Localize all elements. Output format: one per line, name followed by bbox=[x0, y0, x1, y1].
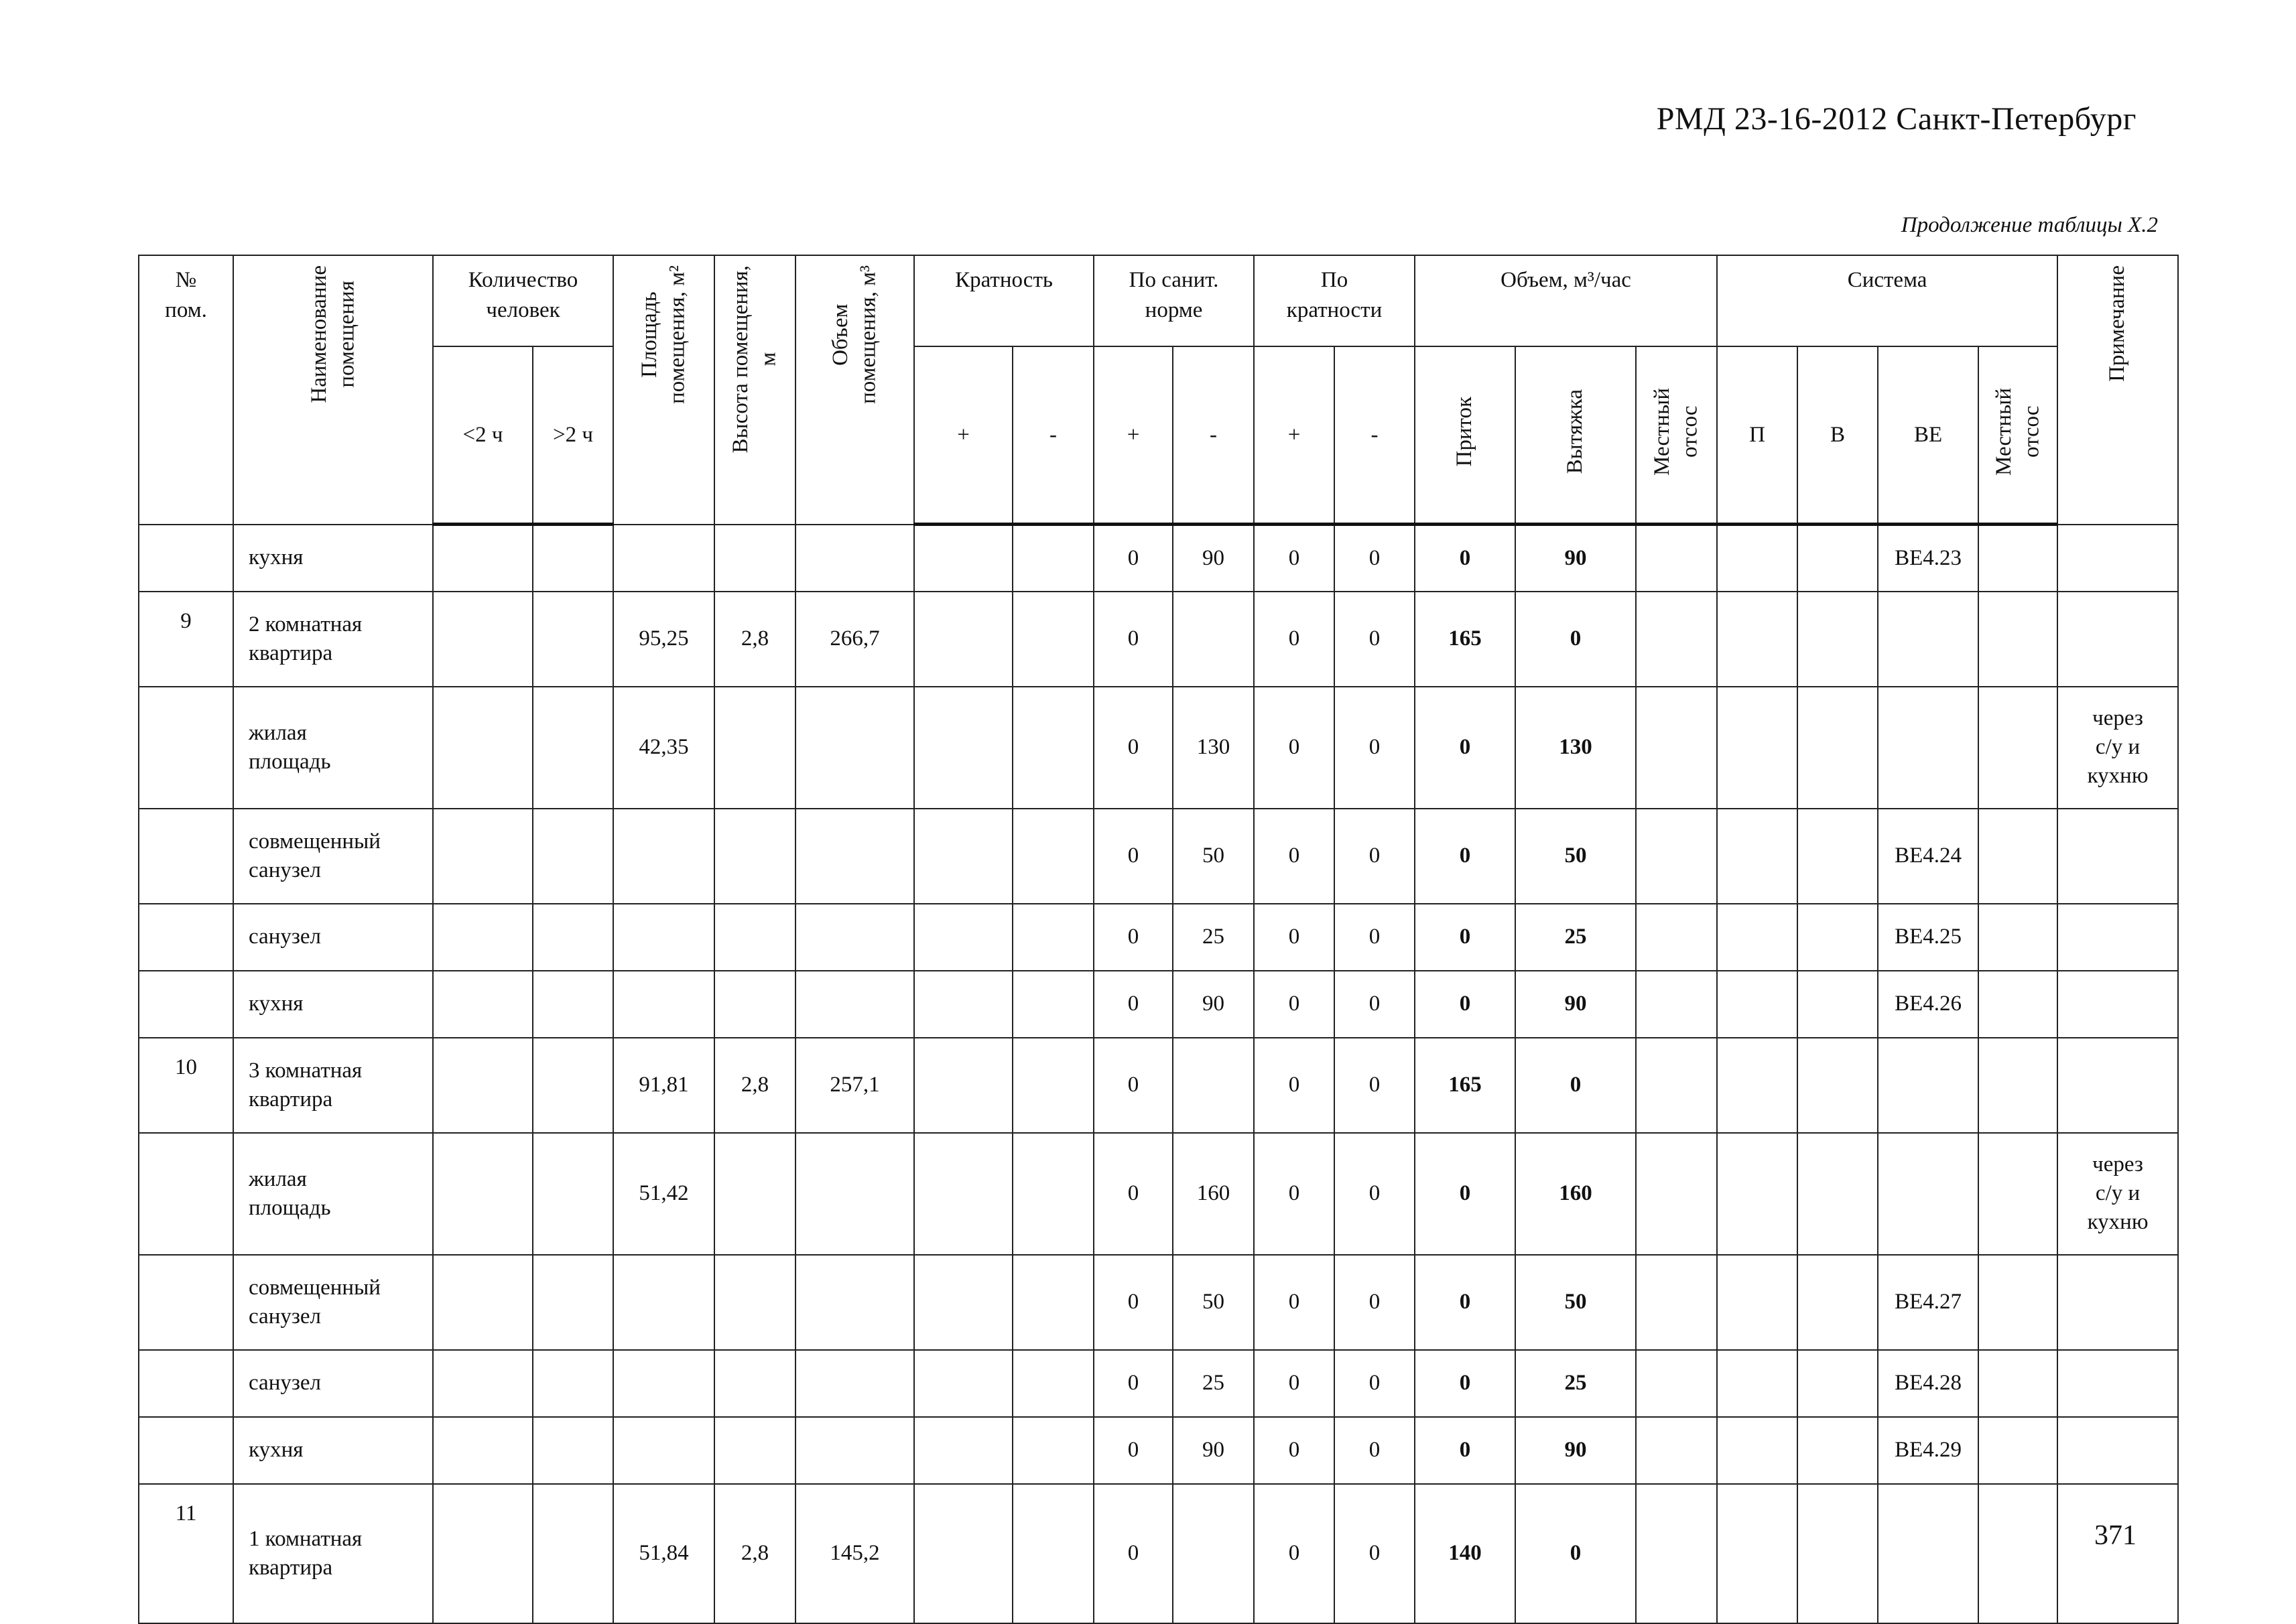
cell-sys-v bbox=[1797, 1038, 1878, 1133]
cell-people-gt2 bbox=[533, 809, 613, 904]
col-header-exhaust: Вытяжка bbox=[1515, 346, 1636, 525]
cell-people-lt2 bbox=[433, 1133, 533, 1255]
cell-sys-local bbox=[1978, 1255, 2057, 1350]
cell-mult-minus bbox=[1013, 1484, 1094, 1623]
cell-people-lt2 bbox=[433, 1484, 533, 1623]
cell-supply: 165 bbox=[1415, 1038, 1515, 1133]
col-header-supply: Приток bbox=[1415, 346, 1515, 525]
cell-sys-ve: ВЕ4.26 bbox=[1878, 971, 1978, 1038]
col-header-flow: Объем, м³/час bbox=[1415, 255, 1717, 346]
header-row-1 bbox=[139, 255, 2178, 346]
table-row bbox=[139, 1484, 2178, 1623]
cell-people-gt2 bbox=[533, 1350, 613, 1417]
col-header-system: Система bbox=[1717, 255, 2057, 346]
cell-mult-minus bbox=[1013, 1350, 1094, 1417]
cell-sys-p bbox=[1717, 971, 1797, 1038]
cell-sys-local bbox=[1978, 687, 2057, 809]
cell-sys-ve: ВЕ4.23 bbox=[1878, 525, 1978, 592]
cell-num bbox=[139, 525, 233, 592]
cell-people-lt2 bbox=[433, 1350, 533, 1417]
cell-sys-v bbox=[1797, 1484, 1878, 1623]
cell-sys-local bbox=[1978, 592, 2057, 687]
cell-area bbox=[613, 971, 714, 1038]
cell-people-gt2 bbox=[533, 1133, 613, 1255]
cell-sys-p bbox=[1717, 1350, 1797, 1417]
cell-people-gt2 bbox=[533, 1255, 613, 1350]
cell-mult-plus bbox=[914, 1133, 1013, 1255]
cell-bymult-plus: 0 bbox=[1254, 809, 1334, 904]
cell-local-exhaust bbox=[1636, 1038, 1717, 1133]
cell-sys-p bbox=[1717, 1484, 1797, 1623]
cell-sys-ve: ВЕ4.28 bbox=[1878, 1350, 1978, 1417]
cell-num bbox=[139, 971, 233, 1038]
cell-height bbox=[714, 971, 795, 1038]
cell-num bbox=[139, 1350, 233, 1417]
cell-supply: 0 bbox=[1415, 525, 1515, 592]
cell-volume bbox=[795, 971, 914, 1038]
cell-mult-plus bbox=[914, 904, 1013, 971]
cell-supply: 0 bbox=[1415, 1255, 1515, 1350]
cell-local-exhaust bbox=[1636, 809, 1717, 904]
cell-mult-minus bbox=[1013, 1038, 1094, 1133]
cell-sys-v bbox=[1797, 525, 1878, 592]
cell-height: 2,8 bbox=[714, 1484, 795, 1623]
cell-bymult-plus: 0 bbox=[1254, 904, 1334, 971]
cell-volume bbox=[795, 1255, 914, 1350]
cell-sys-ve: ВЕ4.27 bbox=[1878, 1255, 1978, 1350]
cell-bymult-minus: 0 bbox=[1334, 1350, 1415, 1417]
header-row-2 bbox=[139, 346, 2178, 525]
cell-bymult-plus: 0 bbox=[1254, 1484, 1334, 1623]
cell-sys-v bbox=[1797, 971, 1878, 1038]
cell-sys-p bbox=[1717, 592, 1797, 687]
cell-sys-v bbox=[1797, 1133, 1878, 1255]
cell-volume bbox=[795, 687, 914, 809]
cell-bymult-minus: 0 bbox=[1334, 809, 1415, 904]
cell-sys-v bbox=[1797, 1255, 1878, 1350]
cell-height bbox=[714, 525, 795, 592]
cell-area: 91,81 bbox=[613, 1038, 714, 1133]
cell-exhaust: 25 bbox=[1515, 1350, 1636, 1417]
cell-sys-p bbox=[1717, 1417, 1797, 1484]
cell-bymult-minus: 0 bbox=[1334, 1484, 1415, 1623]
cell-exhaust: 25 bbox=[1515, 904, 1636, 971]
cell-num: 11 bbox=[139, 1484, 233, 1623]
cell-bymult-minus: 0 bbox=[1334, 1038, 1415, 1133]
cell-supply: 140 bbox=[1415, 1484, 1515, 1623]
page-number: 371 bbox=[2094, 1520, 2136, 1551]
cell-note bbox=[2057, 525, 2178, 592]
cell-num: 10 bbox=[139, 1038, 233, 1133]
cell-bymult-minus: 0 bbox=[1334, 1133, 1415, 1255]
cell-sanit-plus: 0 bbox=[1094, 525, 1173, 592]
cell-name: 1 комнатная квартира bbox=[233, 1484, 433, 1623]
col-header-sys-ve: ВЕ bbox=[1878, 346, 1978, 525]
cell-supply: 0 bbox=[1415, 1350, 1515, 1417]
cell-local-exhaust bbox=[1636, 1350, 1717, 1417]
cell-mult-plus bbox=[914, 1038, 1013, 1133]
cell-people-lt2 bbox=[433, 1038, 533, 1133]
cell-local-exhaust bbox=[1636, 1255, 1717, 1350]
col-header-by-mult: По кратности bbox=[1254, 255, 1415, 346]
cell-exhaust: 50 bbox=[1515, 809, 1636, 904]
cell-mult-minus bbox=[1013, 809, 1094, 904]
cell-people-gt2 bbox=[533, 525, 613, 592]
cell-sys-local bbox=[1978, 1484, 2057, 1623]
cell-sanit-minus: 50 bbox=[1173, 809, 1254, 904]
cell-note: через с/у и кухню bbox=[2057, 1133, 2178, 1255]
table-row bbox=[139, 1255, 2178, 1350]
col-header-multiplicity: Кратность bbox=[914, 255, 1094, 346]
cell-people-gt2 bbox=[533, 1484, 613, 1623]
cell-area bbox=[613, 904, 714, 971]
cell-mult-minus bbox=[1013, 687, 1094, 809]
table-row bbox=[139, 1350, 2178, 1417]
col-header-mult-plus: + bbox=[914, 346, 1013, 525]
cell-bymult-minus: 0 bbox=[1334, 971, 1415, 1038]
cell-local-exhaust bbox=[1636, 971, 1717, 1038]
cell-sys-p bbox=[1717, 1133, 1797, 1255]
cell-mult-plus bbox=[914, 1350, 1013, 1417]
col-header-by-sanit: По санит. норме bbox=[1094, 255, 1254, 346]
col-header-mult-minus: - bbox=[1013, 346, 1094, 525]
cell-note bbox=[2057, 1350, 2178, 1417]
cell-bymult-plus: 0 bbox=[1254, 592, 1334, 687]
cell-sanit-minus: 90 bbox=[1173, 971, 1254, 1038]
cell-sanit-minus: 90 bbox=[1173, 525, 1254, 592]
table-row bbox=[139, 809, 2178, 904]
col-header-volume: Объем помещения, м³ bbox=[795, 255, 914, 525]
cell-num bbox=[139, 904, 233, 971]
cell-sys-p bbox=[1717, 1255, 1797, 1350]
col-header-people: Количество человек bbox=[433, 255, 613, 346]
cell-sys-local bbox=[1978, 525, 2057, 592]
cell-volume bbox=[795, 1133, 914, 1255]
col-header-area: Площадь помещения, м² bbox=[613, 255, 714, 525]
cell-name: 2 комнатная квартира bbox=[233, 592, 433, 687]
cell-name: совмещенный санузел bbox=[233, 1255, 433, 1350]
cell-height bbox=[714, 1255, 795, 1350]
cell-exhaust: 50 bbox=[1515, 1255, 1636, 1350]
cell-sys-local bbox=[1978, 904, 2057, 971]
col-header-height: Высота помещения, м bbox=[714, 255, 795, 525]
cell-sys-ve bbox=[1878, 592, 1978, 687]
cell-bymult-minus: 0 bbox=[1334, 687, 1415, 809]
cell-sanit-plus: 0 bbox=[1094, 687, 1173, 809]
cell-sys-p bbox=[1717, 809, 1797, 904]
cell-local-exhaust bbox=[1636, 687, 1717, 809]
cell-mult-minus bbox=[1013, 971, 1094, 1038]
cell-area: 51,84 bbox=[613, 1484, 714, 1623]
col-header-sys-p: П bbox=[1717, 346, 1797, 525]
cell-bymult-plus: 0 bbox=[1254, 1133, 1334, 1255]
cell-sanit-minus: 25 bbox=[1173, 904, 1254, 971]
cell-mult-plus bbox=[914, 1484, 1013, 1623]
cell-area bbox=[613, 809, 714, 904]
cell-name: кухня bbox=[233, 971, 433, 1038]
cell-exhaust: 90 bbox=[1515, 971, 1636, 1038]
cell-sys-p bbox=[1717, 687, 1797, 809]
cell-mult-minus bbox=[1013, 1133, 1094, 1255]
cell-name: жилая площадь bbox=[233, 687, 433, 809]
cell-people-lt2 bbox=[433, 1417, 533, 1484]
cell-sanit-minus: 25 bbox=[1173, 1350, 1254, 1417]
cell-note bbox=[2057, 971, 2178, 1038]
cell-name: жилая площадь bbox=[233, 1133, 433, 1255]
cell-sys-local bbox=[1978, 809, 2057, 904]
cell-local-exhaust bbox=[1636, 525, 1717, 592]
col-header-bymult-plus: + bbox=[1254, 346, 1334, 525]
cell-local-exhaust bbox=[1636, 1133, 1717, 1255]
cell-bymult-plus: 0 bbox=[1254, 1038, 1334, 1133]
cell-people-lt2 bbox=[433, 809, 533, 904]
cell-sanit-minus bbox=[1173, 1038, 1254, 1133]
col-header-bymult-minus: - bbox=[1334, 346, 1415, 525]
cell-exhaust: 90 bbox=[1515, 1417, 1636, 1484]
cell-height bbox=[714, 1350, 795, 1417]
cell-people-gt2 bbox=[533, 971, 613, 1038]
col-header-local-exhaust: Местный отсос bbox=[1636, 346, 1717, 525]
cell-area bbox=[613, 1417, 714, 1484]
table-row bbox=[139, 525, 2178, 592]
cell-bymult-minus: 0 bbox=[1334, 1417, 1415, 1484]
col-header-note: Примечание bbox=[2057, 255, 2178, 525]
cell-volume: 145,2 bbox=[795, 1484, 914, 1623]
table-continuation-caption: Продолжение таблицы Х.2 bbox=[1901, 213, 2158, 237]
cell-mult-minus bbox=[1013, 1417, 1094, 1484]
cell-note bbox=[2057, 1255, 2178, 1350]
cell-area: 51,42 bbox=[613, 1133, 714, 1255]
col-header-sanit-minus: - bbox=[1173, 346, 1254, 525]
cell-people-lt2 bbox=[433, 971, 533, 1038]
col-header-people-gt2: >2 ч bbox=[533, 346, 613, 525]
cell-sys-local bbox=[1978, 971, 2057, 1038]
cell-sanit-minus: 90 bbox=[1173, 1417, 1254, 1484]
cell-volume: 257,1 bbox=[795, 1038, 914, 1133]
cell-note bbox=[2057, 1417, 2178, 1484]
col-header-sys-v: В bbox=[1797, 346, 1878, 525]
cell-sys-ve bbox=[1878, 1484, 1978, 1623]
cell-bymult-plus: 0 bbox=[1254, 1350, 1334, 1417]
cell-height bbox=[714, 1133, 795, 1255]
cell-height bbox=[714, 687, 795, 809]
cell-exhaust: 0 bbox=[1515, 1038, 1636, 1133]
cell-name: совмещенный санузел bbox=[233, 809, 433, 904]
cell-people-gt2 bbox=[533, 687, 613, 809]
cell-area: 95,25 bbox=[613, 592, 714, 687]
cell-volume bbox=[795, 809, 914, 904]
cell-local-exhaust bbox=[1636, 592, 1717, 687]
cell-people-lt2 bbox=[433, 687, 533, 809]
cell-name: кухня bbox=[233, 525, 433, 592]
cell-supply: 165 bbox=[1415, 592, 1515, 687]
table-row bbox=[139, 971, 2178, 1038]
cell-sanit-plus: 0 bbox=[1094, 1417, 1173, 1484]
cell-name: кухня bbox=[233, 1417, 433, 1484]
cell-volume bbox=[795, 1350, 914, 1417]
cell-sys-p bbox=[1717, 904, 1797, 971]
cell-mult-plus bbox=[914, 687, 1013, 809]
cell-num bbox=[139, 809, 233, 904]
cell-supply: 0 bbox=[1415, 1417, 1515, 1484]
table-row bbox=[139, 1038, 2178, 1133]
cell-volume bbox=[795, 1417, 914, 1484]
cell-area bbox=[613, 1255, 714, 1350]
cell-mult-plus bbox=[914, 1417, 1013, 1484]
cell-bymult-minus: 0 bbox=[1334, 592, 1415, 687]
cell-exhaust: 160 bbox=[1515, 1133, 1636, 1255]
cell-mult-plus bbox=[914, 971, 1013, 1038]
col-header-people-lt2: <2 ч bbox=[433, 346, 533, 525]
cell-sanit-minus: 50 bbox=[1173, 1255, 1254, 1350]
cell-volume: 266,7 bbox=[795, 592, 914, 687]
cell-bymult-minus: 0 bbox=[1334, 525, 1415, 592]
cell-height bbox=[714, 904, 795, 971]
cell-bymult-plus: 0 bbox=[1254, 971, 1334, 1038]
cell-mult-plus bbox=[914, 592, 1013, 687]
cell-sys-ve bbox=[1878, 687, 1978, 809]
cell-people-gt2 bbox=[533, 592, 613, 687]
cell-supply: 0 bbox=[1415, 904, 1515, 971]
cell-supply: 0 bbox=[1415, 809, 1515, 904]
cell-bymult-minus: 0 bbox=[1334, 904, 1415, 971]
cell-volume bbox=[795, 525, 914, 592]
col-header-sanit-plus: + bbox=[1094, 346, 1173, 525]
cell-bymult-plus: 0 bbox=[1254, 687, 1334, 809]
cell-sys-local bbox=[1978, 1417, 2057, 1484]
cell-area bbox=[613, 525, 714, 592]
cell-sanit-minus bbox=[1173, 592, 1254, 687]
cell-people-lt2 bbox=[433, 904, 533, 971]
cell-sanit-plus: 0 bbox=[1094, 809, 1173, 904]
document-code: РМД 23-16-2012 Санкт-Петербург bbox=[1656, 101, 2136, 137]
cell-height: 2,8 bbox=[714, 1038, 795, 1133]
cell-bymult-minus: 0 bbox=[1334, 1255, 1415, 1350]
cell-sanit-plus: 0 bbox=[1094, 971, 1173, 1038]
cell-note bbox=[2057, 592, 2178, 687]
cell-people-gt2 bbox=[533, 904, 613, 971]
cell-note bbox=[2057, 1484, 2178, 1623]
col-header-num: № пом. bbox=[139, 255, 233, 525]
cell-sys-v bbox=[1797, 687, 1878, 809]
cell-exhaust: 130 bbox=[1515, 687, 1636, 809]
cell-mult-minus bbox=[1013, 904, 1094, 971]
cell-sys-p bbox=[1717, 525, 1797, 592]
cell-num bbox=[139, 1255, 233, 1350]
cell-people-lt2 bbox=[433, 592, 533, 687]
cell-exhaust: 90 bbox=[1515, 525, 1636, 592]
cell-note bbox=[2057, 904, 2178, 971]
table-row bbox=[139, 592, 2178, 687]
cell-sys-local bbox=[1978, 1350, 2057, 1417]
cell-sanit-plus: 0 bbox=[1094, 1255, 1173, 1350]
cell-people-lt2 bbox=[433, 525, 533, 592]
table-row bbox=[139, 904, 2178, 971]
cell-height bbox=[714, 809, 795, 904]
cell-sys-v bbox=[1797, 1350, 1878, 1417]
cell-height: 2,8 bbox=[714, 592, 795, 687]
cell-supply: 0 bbox=[1415, 971, 1515, 1038]
col-header-name: Наименование помещения bbox=[233, 255, 433, 525]
cell-sanit-plus: 0 bbox=[1094, 1133, 1173, 1255]
cell-num bbox=[139, 687, 233, 809]
cell-sys-ve bbox=[1878, 1038, 1978, 1133]
cell-volume bbox=[795, 904, 914, 971]
cell-sys-v bbox=[1797, 904, 1878, 971]
cell-note: через с/у и кухню bbox=[2057, 687, 2178, 809]
table-row bbox=[139, 1133, 2178, 1255]
ventilation-table bbox=[138, 255, 2179, 1624]
cell-exhaust: 0 bbox=[1515, 592, 1636, 687]
cell-sys-v bbox=[1797, 1417, 1878, 1484]
cell-sys-ve: ВЕ4.25 bbox=[1878, 904, 1978, 971]
cell-sys-ve bbox=[1878, 1133, 1978, 1255]
cell-mult-minus bbox=[1013, 525, 1094, 592]
table-row bbox=[139, 1417, 2178, 1484]
cell-mult-minus bbox=[1013, 592, 1094, 687]
cell-note bbox=[2057, 1038, 2178, 1133]
cell-bymult-plus: 0 bbox=[1254, 1255, 1334, 1350]
cell-sys-local bbox=[1978, 1133, 2057, 1255]
cell-note bbox=[2057, 809, 2178, 904]
cell-num bbox=[139, 1417, 233, 1484]
cell-height bbox=[714, 1417, 795, 1484]
cell-sanit-plus: 0 bbox=[1094, 1038, 1173, 1133]
cell-sanit-plus: 0 bbox=[1094, 1484, 1173, 1623]
cell-area bbox=[613, 1350, 714, 1417]
cell-bymult-plus: 0 bbox=[1254, 1417, 1334, 1484]
cell-sanit-plus: 0 bbox=[1094, 1350, 1173, 1417]
cell-local-exhaust bbox=[1636, 1417, 1717, 1484]
cell-sanit-minus: 130 bbox=[1173, 687, 1254, 809]
cell-people-gt2 bbox=[533, 1038, 613, 1133]
cell-mult-plus bbox=[914, 525, 1013, 592]
cell-sys-ve: ВЕ4.24 bbox=[1878, 809, 1978, 904]
cell-name: 3 комнатная квартира bbox=[233, 1038, 433, 1133]
cell-bymult-plus: 0 bbox=[1254, 525, 1334, 592]
cell-people-gt2 bbox=[533, 1417, 613, 1484]
cell-sanit-minus bbox=[1173, 1484, 1254, 1623]
cell-mult-minus bbox=[1013, 1255, 1094, 1350]
cell-exhaust: 0 bbox=[1515, 1484, 1636, 1623]
cell-sanit-plus: 0 bbox=[1094, 592, 1173, 687]
cell-area: 42,35 bbox=[613, 687, 714, 809]
cell-num: 9 bbox=[139, 592, 233, 687]
cell-local-exhaust bbox=[1636, 904, 1717, 971]
cell-sys-p bbox=[1717, 1038, 1797, 1133]
cell-mult-plus bbox=[914, 1255, 1013, 1350]
cell-people-lt2 bbox=[433, 1255, 533, 1350]
cell-sys-v bbox=[1797, 592, 1878, 687]
cell-sys-local bbox=[1978, 1038, 2057, 1133]
cell-sys-ve: ВЕ4.29 bbox=[1878, 1417, 1978, 1484]
cell-supply: 0 bbox=[1415, 1133, 1515, 1255]
table-row bbox=[139, 687, 2178, 809]
cell-sanit-plus: 0 bbox=[1094, 904, 1173, 971]
cell-sanit-minus: 160 bbox=[1173, 1133, 1254, 1255]
cell-sys-v bbox=[1797, 809, 1878, 904]
cell-num bbox=[139, 1133, 233, 1255]
cell-supply: 0 bbox=[1415, 687, 1515, 809]
cell-mult-plus bbox=[914, 809, 1013, 904]
cell-local-exhaust bbox=[1636, 1484, 1717, 1623]
cell-name: санузел bbox=[233, 1350, 433, 1417]
cell-name: санузел bbox=[233, 904, 433, 971]
col-header-sys-local: Местный отсос bbox=[1978, 346, 2057, 525]
